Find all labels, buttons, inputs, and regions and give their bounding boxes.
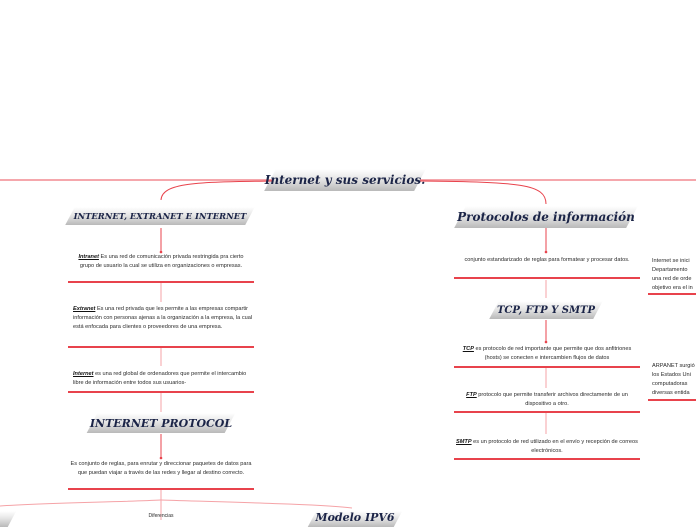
node-ip-underline	[68, 488, 254, 490]
node-smtp-text: es un protocolo de red utilizado en el envío y recepción de correos electrónicos.	[471, 439, 638, 454]
node-intranet[interactable]	[76, 253, 246, 271]
node-intranet-underline	[68, 281, 254, 283]
line: computadoras	[652, 381, 688, 387]
node-internet[interactable]	[73, 370, 253, 388]
node-smtp[interactable]	[456, 438, 638, 456]
term-internet: Internet	[73, 371, 94, 377]
term-smtp: SMTP	[456, 439, 472, 445]
node-smtp-underline	[454, 458, 640, 460]
node-arpanet[interactable]	[652, 362, 696, 398]
node-internet-origin-underline	[648, 293, 696, 295]
line: objetivo era el in	[652, 285, 693, 291]
topic-modelo-ipv6[interactable]	[312, 511, 398, 527]
node-internet-origin[interactable]	[652, 257, 696, 293]
term-extranet: Extranet	[73, 306, 96, 312]
node-ftp-underline	[454, 411, 640, 413]
node-ftp[interactable]	[456, 391, 638, 409]
node-tcp-underline	[454, 366, 640, 368]
term-ftp: FTP	[466, 392, 477, 398]
topic-internet-extranet-label: INTERNET, EXTRANET E INTERNET	[73, 211, 247, 221]
topic-tcp-ftp-smtp-label: TCP, FTP Y SMTP	[496, 304, 595, 316]
node-ftp-text: protocolo que permite transferir archivos directamente de un dispositivo a otro.	[476, 392, 628, 407]
topic-protocolos-informacion[interactable]	[457, 206, 635, 228]
topic-internet-protocol[interactable]	[89, 413, 233, 433]
node-internet-text: es una red global de ordenadores que permite el intercambio libre de información entre todos sus usuarios-	[73, 371, 247, 386]
node-extranet[interactable]	[73, 305, 253, 332]
topic-internet-protocol-label: INTERNET PROTOCOL	[89, 416, 233, 430]
line: los Estados Uni	[652, 372, 691, 378]
node-ip-description[interactable]	[70, 460, 252, 478]
line: ARPANET surgió	[652, 363, 695, 369]
node-protocolos-underline	[454, 277, 640, 279]
node-protocolos-description[interactable]	[456, 256, 638, 265]
node-extranet-underline	[68, 346, 254, 348]
line: Departamento	[652, 267, 688, 273]
line: una red de orde	[652, 276, 692, 282]
topic-protocolos-informacion-label: Protocolos de información	[457, 210, 635, 224]
root-topic-label: Internet y sus servicios.	[264, 173, 426, 187]
node-ip-description-text: Es conjunto de reglas, para enrutar y direccionar paquetes de datos para que puedan viajar a través de las redes y llegar al destino correcto.	[70, 461, 252, 476]
topic-internet-extranet[interactable]	[70, 207, 250, 225]
line: diversas entida	[652, 390, 690, 396]
node-intranet-text: Es una red de comunicación privada restringida pra cierto grupo de usuario la cual se utiliza en organizaciones o empresas.	[79, 254, 244, 269]
node-extranet-text: Es una red privada que les permite a las empresas compartir información con personas ajenas a la organización a la empresa, la cual está enfocada para clientes o proveedores de una empresa.	[73, 306, 253, 330]
topic-tcp-ftp-smtp[interactable]	[494, 301, 598, 319]
topic-left-partial[interactable]	[0, 511, 12, 527]
node-arpanet-underline	[648, 399, 696, 401]
topic-modelo-ipv6-label: Modelo IPV6	[315, 511, 395, 524]
line: Internet se inici	[652, 258, 690, 264]
node-tcp-text: es protocolo de red importante que permite que dos anfitriones (hosts) se conecten e intercambien flujos de datos	[473, 346, 632, 361]
root-topic[interactable]	[264, 169, 426, 191]
node-differences-label: Diferencias	[148, 513, 174, 519]
node-internet-underline	[68, 391, 254, 393]
node-tcp[interactable]	[458, 345, 636, 363]
term-tcp: TCP	[462, 346, 474, 352]
term-intranet: Intranet	[78, 254, 99, 260]
node-protocolos-description-text: conjunto estandarizado de reglas para formatear y procesar datos.	[464, 257, 630, 263]
